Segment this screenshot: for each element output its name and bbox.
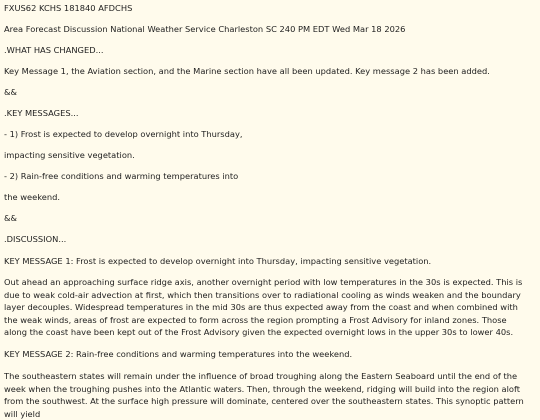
what-changed-text: Key Message 1, the Aviation section, and the Marine section have all been updated. Key message 2 has been added. <box>4 66 490 76</box>
discussion-heading: .DISCUSSION... <box>4 234 67 244</box>
product-title: Area Forecast Discussion National Weather Service Charleston SC 240 PM EDT Wed Mar 18 2026 <box>4 24 406 34</box>
key-message-line: - 1) Frost is expected to develop overnight into Thursday, <box>4 129 243 139</box>
key-message-1-title: KEY MESSAGE 1: Frost is expected to develop overnight into Thursday, impacting sensitive vegetation. <box>4 256 432 266</box>
product-id: FXUS62 KCHS 181840 AFDCHS <box>4 3 133 13</box>
key-message-2-title: KEY MESSAGE 2: Rain-free conditions and warming temperatures into the weekend. <box>4 349 353 359</box>
separator: && <box>4 87 17 97</box>
key-message-line: - 2) Rain-free conditions and warming temperatures into <box>4 171 239 181</box>
key-message-2-paragraph: The southeastern states will remain under the influence of broad troughing along the Eastern Seaboard until the end of the week when the troughing pushes into the Atlantic waters. Then, through the weekend, ridging will build into the region aloft from the southwest. At the surface high pressure will dominate, centered over the southeastern states. This synoptic pattern will yield <box>4 371 524 419</box>
key-message-line: the weekend. <box>4 192 61 202</box>
what-changed-heading: .WHAT HAS CHANGED... <box>4 45 104 55</box>
key-message-line: impacting sensitive vegetation. <box>4 150 135 160</box>
key-message-1-paragraph: Out ahead an approaching surface ridge axis, another overnight period with low temperatures in the 30s is expected. This is due to weak cold-air advection at first, which then transitions over to radiational cooling as winds weaken and the boundary layer decouples. Widespread temperatures in the mid 30s are thus expected away from the coast and when combined with the weak winds, areas of frost are expected to form across the region prompting a Frost Advisory for inland zones. Those along the coast have been kept out of the Frost Advisory given the expected overnight lows in the upper 30s to lower 40s. <box>4 277 523 337</box>
separator: && <box>4 213 17 223</box>
key-messages-heading: .KEY MESSAGES... <box>4 108 79 118</box>
